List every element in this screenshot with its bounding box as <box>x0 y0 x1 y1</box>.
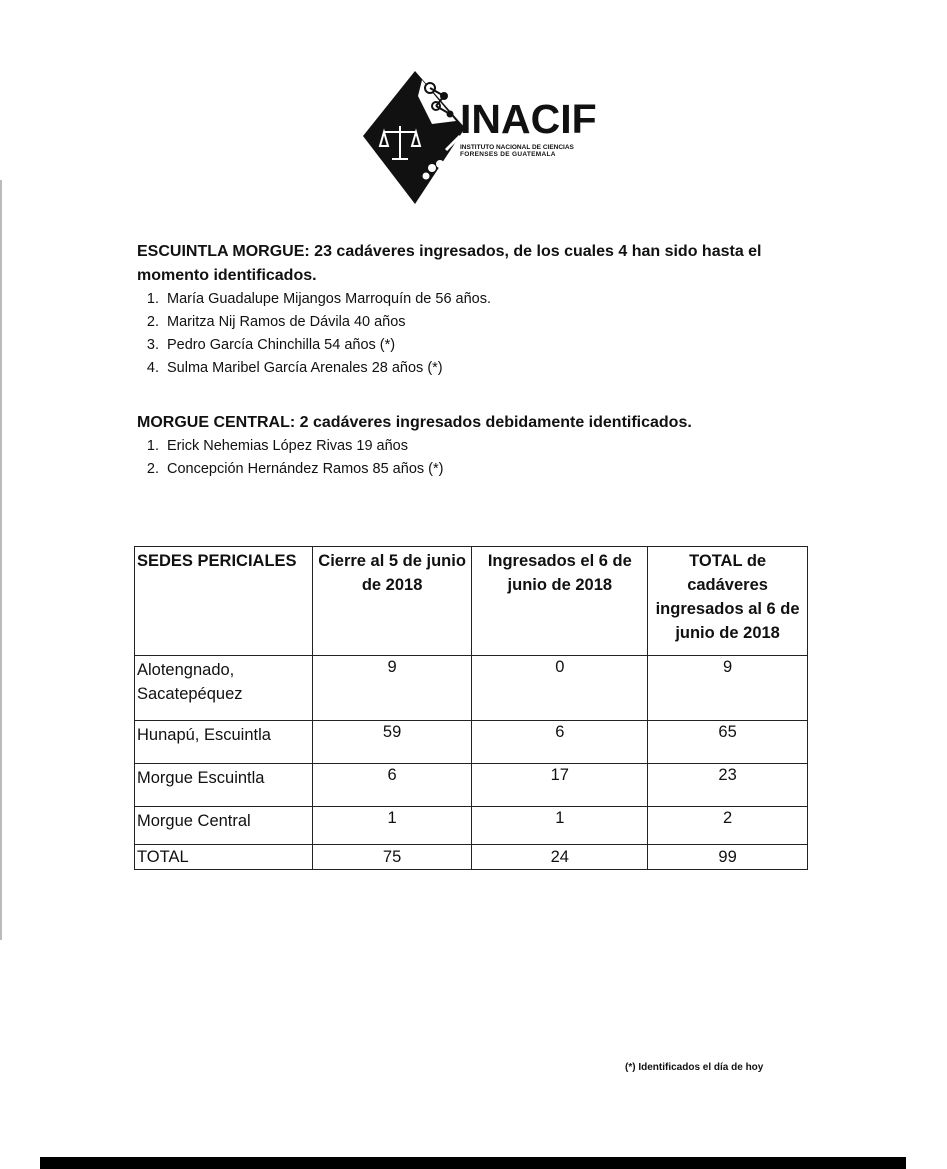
table-cell: 24 <box>472 845 648 870</box>
table-cell: 6 <box>472 721 648 764</box>
table-cell: 1 <box>472 807 648 845</box>
inacif-emblem-icon <box>360 66 470 206</box>
table-row <box>135 721 808 764</box>
col-header-total: TOTAL de cadáveres ingresados al 6 de junio de 2018 <box>648 547 808 656</box>
table-cell: 9 <box>312 656 472 721</box>
table-row <box>135 807 808 845</box>
table-cell: Alotengnado, Sacatepéquez <box>135 656 313 721</box>
table-cell: Morgue Central <box>135 807 313 845</box>
list-item: 4. Sulma Maribel García Arenales 28 años (*) <box>163 357 837 380</box>
table-row <box>135 656 808 721</box>
table-cell: Morgue Escuintla <box>135 764 313 807</box>
col-header-ingresados: Ingresados el 6 de junio de 2018 <box>472 547 648 656</box>
table-cell: 9 <box>648 656 808 721</box>
escuintla-list <box>137 288 837 380</box>
table-cell: 6 <box>312 764 472 807</box>
list-item: 1. María Guadalupe Mijangos Marroquín de 56 años. <box>163 288 837 311</box>
footnote: (*) Identificados el día de hoy <box>625 1062 764 1073</box>
table-cell: 1 <box>312 807 472 845</box>
col-header-cierre: Cierre al 5 de junio de 2018 <box>312 547 472 656</box>
table-row <box>135 764 808 807</box>
list-item: 1. Erick Nehemias López Rivas 19 años <box>163 435 837 458</box>
table-cell: 65 <box>648 721 808 764</box>
scan-edge-line <box>0 180 2 940</box>
table-total-row <box>135 845 808 870</box>
sedes-table <box>134 546 808 870</box>
logo-subtitle-line1: INSTITUTO NACIONAL DE CIENCIAS <box>460 144 574 151</box>
escuintla-heading: ESCUINTLA MORGUE: 23 cadáveres ingresados, de los cuales 4 han sido hasta el momento identificados. <box>137 243 762 284</box>
central-heading: MORGUE CENTRAL: 2 cadáveres ingresados debidamente identificados. <box>137 414 692 431</box>
list-item: 2. Concepción Hernández Ramos 85 años (*) <box>163 458 837 481</box>
table-cell: TOTAL <box>135 845 313 870</box>
table-cell: 75 <box>312 845 472 870</box>
logo-subtitle <box>460 144 590 158</box>
central-list <box>137 435 837 481</box>
list-item: 3. Pedro García Chinchilla 54 años (*) <box>163 334 837 357</box>
table-cell: 59 <box>312 721 472 764</box>
table-header-row <box>135 547 808 656</box>
central-section <box>137 411 837 481</box>
col-header-sedes: SEDES PERICIALES <box>135 547 313 656</box>
table-cell: 0 <box>472 656 648 721</box>
inacif-logo <box>360 66 600 206</box>
table-cell: 17 <box>472 764 648 807</box>
list-item: 2. Maritza Nij Ramos de Dávila 40 años <box>163 311 837 334</box>
table-cell: 2 <box>648 807 808 845</box>
logo-subtitle-line2: FORENSES DE GUATEMALA <box>460 151 556 158</box>
logo-wordmark: INACIF <box>460 96 597 142</box>
escuintla-section <box>137 240 837 380</box>
bottom-bar <box>40 1157 906 1169</box>
table-cell: Hunapú, Escuintla <box>135 721 313 764</box>
table-cell: 99 <box>648 845 808 870</box>
table-cell: 23 <box>648 764 808 807</box>
